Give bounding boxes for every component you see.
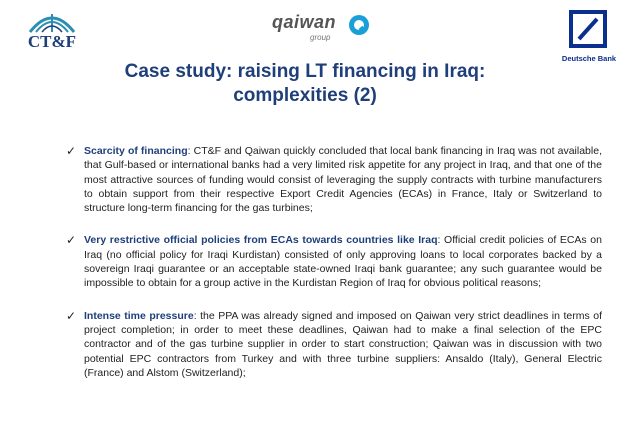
checkmark-icon: ✓	[66, 144, 77, 158]
bullet-heading: Scarcity of financing	[84, 145, 188, 157]
deutsche-bank-logo	[556, 10, 622, 72]
bullet-item	[66, 309, 602, 380]
bullet-list	[66, 144, 602, 398]
qaiwan-q-icon	[348, 14, 370, 36]
ctf-globe-icon	[22, 10, 82, 34]
checkmark-icon: ✓	[66, 233, 77, 248]
bullet-text	[84, 233, 602, 290]
bullet-text	[84, 309, 602, 380]
bullet-heading: Intense time pressure	[84, 309, 194, 322]
page-title	[100, 60, 510, 108]
bullet-body: : the PPA was already signed and imposed on Qaiwan very strict deadlines in terms of project completion; in order to meet these deadlines, Qaiwan had to make a final selection of the EPC contractor and of the gas turbine supplier in order to start construction; Qaiwan was in discussion with two potential EPC contractors from Turkey and with three turbine suppliers: Ansaldo (Italy), General Electric (France) and Alstom (Switzerland);	[84, 309, 602, 379]
ctf-logo-text: CT&F	[27, 32, 77, 51]
bullet-heading: Very restrictive official policies from ECAs towards countries like Iraq	[84, 234, 438, 247]
deutsche-bank-slash-icon	[569, 10, 607, 48]
bullet-item	[66, 144, 602, 215]
qaiwan-logo	[272, 10, 372, 46]
bullet-item	[66, 233, 602, 290]
bullet-body: : CT&F and Qaiwan quickly concluded that local bank financing in Iraq was not available, that Gulf-based or international banks had a very limited risk appetite for any project in Iraq, and that one of the most attractive sources of funding would consist of leveraging the supply contracts with turbine manufacturers to obtain support from their respective Export Credit Agencies (ECAs) in France, Italy or Switzerland to structure long-term financing for the gas turbines;	[84, 145, 602, 215]
ctf-logo	[22, 10, 82, 56]
bullet-body: : Official credit policies of ECAs on Iraq (no official policy for Iraqi Kurdistan) consisted of only approving loans to local corporates backed by a sovereign Iraqi guarantee or an acceptable state-owned Iraqi bank guarantee; any such guarantee would be impossible to obtain for a group active in the Kurdistan Region of Iraq for obvious political reasons;	[84, 234, 602, 290]
deutsche-bank-name: Deutsche Bank	[561, 54, 617, 63]
qaiwan-logo-name: qaiwan	[272, 12, 337, 32]
checkmark-icon: ✓	[66, 308, 77, 323]
page-title-line2: complexities (2)	[233, 85, 377, 106]
page-title-line1: Case study: raising LT financing in Iraq:	[124, 61, 486, 82]
bullet-text	[84, 144, 602, 215]
qaiwan-logo-tagline: group	[310, 33, 331, 42]
